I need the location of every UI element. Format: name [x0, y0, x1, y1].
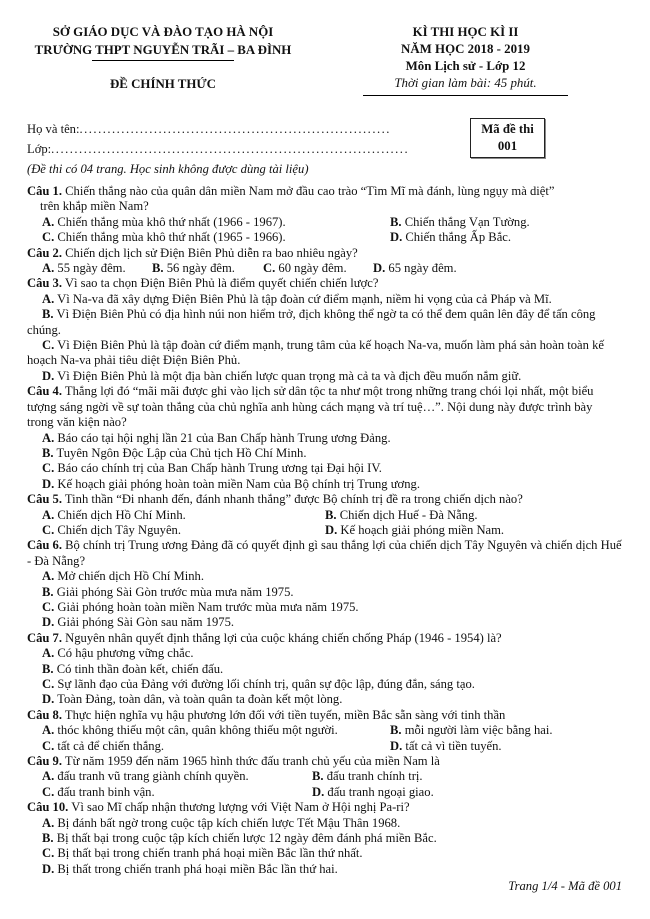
school-name-rule: [92, 60, 234, 61]
option-text: Bị thất trong chiến tranh phá hoại miền Bắc lần thứ hai.: [57, 861, 338, 876]
option-letter: B.: [152, 261, 164, 276]
option-text: Chiến dịch Tây Nguyên.: [57, 522, 181, 537]
exam-code-label: Mã đề thi: [481, 122, 534, 136]
option-letter: B.: [42, 831, 54, 846]
option-row: [42, 769, 622, 784]
answer-option: [42, 769, 312, 784]
question-text: Tinh thần “Đi nhanh đến, đánh nhanh thắng” được Bộ chính trị đề ra trong chiến dịch nào?: [64, 492, 523, 507]
option-letter: A.: [42, 569, 55, 584]
answer-option: [263, 261, 373, 276]
option-letter: A.: [42, 646, 55, 661]
question-text-line: [27, 246, 622, 261]
option-row: [42, 523, 622, 538]
question: [27, 492, 622, 538]
question: [27, 276, 622, 384]
option-text: Báo cáo tại hội nghị lần 21 của Ban Chấp hành Trung ương Đảng.: [57, 430, 391, 445]
question-number: Câu 6.: [27, 538, 62, 553]
answer-option: [27, 307, 622, 338]
option-letter: C.: [42, 738, 55, 753]
option-letter: A.: [42, 291, 55, 306]
option-text: Chiến thắng mùa khô thứ nhất (1965 - 1966).: [57, 230, 286, 245]
option-text: Vì Điện Biên Phủ có địa hình núi non hiểm trở, địch không thể ngờ ta có thể đem quân lên đây để tấn công chúng.: [27, 307, 596, 337]
answer-option: [27, 431, 622, 446]
answer-option: [27, 677, 622, 692]
answer-option: [152, 261, 263, 276]
option-text: Tuyên Ngôn Độc Lập của Chủ tịch Hồ Chí Minh.: [56, 445, 307, 460]
option-letter: A.: [42, 815, 55, 830]
answer-option: [27, 692, 622, 707]
question-number: Câu 4.: [27, 384, 62, 399]
option-letter: D.: [373, 261, 386, 276]
option-text: Chiến thắng mùa khô thứ nhất (1966 - 1967).: [57, 214, 286, 229]
question: [27, 754, 622, 800]
option-letter: A.: [42, 507, 55, 522]
answer-option: [390, 723, 622, 738]
answer-option: [42, 723, 390, 738]
question: [27, 800, 622, 877]
answer-option: [42, 230, 390, 245]
option-letter: A.: [42, 723, 55, 738]
option-letter: B.: [42, 661, 54, 676]
question-number: Câu 9.: [27, 754, 62, 769]
answer-option: [312, 785, 622, 800]
answer-option: [27, 369, 622, 384]
option-text: mỗi người làm việc bằng hai.: [404, 723, 553, 738]
option-letter: D.: [42, 476, 55, 491]
option-text: 65 ngày đêm.: [388, 261, 457, 276]
name-dotted-line: ...................................................................: [79, 122, 391, 136]
answer-option: [27, 615, 622, 630]
question-text: Chiến thắng nào của quân dân miền Nam mở đầu cao trào “Tìm Mĩ mà đánh, lùng ngụy mà diệt”: [65, 184, 555, 198]
answer-option: [42, 739, 390, 754]
page-footer: [508, 879, 622, 894]
option-text: Toàn Đảng, toàn dân, và toàn quân ta đoàn kết một lòng.: [57, 692, 343, 707]
option-text: 60 ngày đêm.: [278, 261, 347, 276]
school-year: NĂM HỌC 2018 - 2019: [401, 42, 530, 56]
answer-option: [390, 230, 622, 245]
option-text: tất cả vì tiền tuyến.: [405, 738, 502, 753]
option-letter: D.: [312, 784, 325, 799]
question-text-continuation: trên khắp miền Nam?: [40, 199, 149, 214]
option-text: Vì Điện Biên Phủ là tập đoàn cứ điểm mạnh, trung tâm của kế hoạch Na-va, muốn làm phá sản hoàn toàn kế hoạch Na-va phải tiêu diệt Điện Biên Phủ.: [27, 338, 604, 368]
option-letter: D.: [390, 230, 403, 245]
answer-option: [27, 461, 622, 476]
question-text-line: [27, 708, 622, 723]
exam-session-title: KÌ THI HỌC KÌ II: [412, 25, 519, 39]
question-number: Câu 1.: [27, 184, 62, 198]
option-letter: C.: [42, 599, 55, 614]
option-letter: C.: [42, 338, 55, 353]
option-text: Có hậu phương vững chắc.: [57, 646, 194, 661]
option-letter: B.: [42, 445, 54, 460]
option-row: [42, 508, 622, 523]
student-info: [0, 96, 650, 180]
option-row: [42, 785, 622, 800]
question: [27, 538, 622, 630]
answer-option: [42, 215, 390, 230]
answer-option: [42, 261, 152, 276]
question: [27, 246, 622, 277]
question-text-line: [27, 754, 622, 769]
option-letter: C.: [263, 261, 276, 276]
question-number: Câu 5.: [27, 492, 62, 507]
question: [27, 631, 622, 708]
answer-option: [27, 585, 622, 600]
option-letter: D.: [42, 615, 55, 630]
question-text: Vì sao ta chọn Điện Biên Phủ là điểm quyết chiến chiến lược?: [64, 276, 379, 291]
option-text: Sự lãnh đạo của Đảng với đường lối chính trị, quân sự độc lập, đúng đắn, sáng tạo.: [57, 677, 475, 691]
option-letter: D.: [42, 368, 55, 383]
option-letter: B.: [42, 584, 54, 599]
option-text: đấu tranh ngoại giao.: [327, 784, 434, 799]
option-row: [42, 739, 622, 754]
answer-option: [325, 523, 622, 538]
class-dotted-line: .............................................................................: [51, 142, 410, 156]
answer-option: [373, 261, 622, 276]
option-text: Mở chiến dịch Hồ Chí Minh.: [57, 569, 204, 584]
question-text-line: [27, 800, 622, 815]
question-text: Chiến dịch lịch sử Điện Biên Phủ diễn ra bao nhiêu ngày?: [65, 245, 358, 260]
answer-option: [42, 508, 325, 523]
option-letter: C.: [42, 677, 55, 691]
answer-option: [42, 785, 312, 800]
option-letter: B.: [390, 214, 402, 229]
option-letter: B.: [312, 769, 324, 784]
exam-type-label: ĐỀ CHÍNH THỨC: [109, 77, 216, 91]
option-letter: C.: [42, 784, 55, 799]
option-letter: C.: [42, 846, 55, 861]
answer-option: [27, 816, 622, 831]
name-label: Họ và tên:: [27, 122, 80, 136]
question-number: Câu 3.: [27, 276, 62, 291]
exam-code-box: [470, 118, 545, 158]
option-text: Kế hoạch giải phóng miền Nam.: [340, 522, 505, 537]
answer-option: [27, 646, 622, 661]
option-text: Giải phóng Sài Gòn trước mùa mưa năm 1975.: [56, 584, 294, 599]
question-number: Câu 8.: [27, 707, 62, 722]
question-text: Thắng lợi đó “mãi mãi được ghi vào lịch sử dân tộc ta như một trong những trang chói lọi nhất, một biểu tượng sáng ngời về sự toàn thắng của chủ nghĩa anh hùng cách mạng và trí tuệ…”. Nội dung này được trình bày trong văn kiện nào?: [27, 384, 594, 430]
question-text-line: [27, 276, 622, 291]
question: [27, 708, 622, 754]
option-text: Vì Điện Biên Phủ là một địa bàn chiến lược quan trọng mà cả ta và địch đều muốn nắm giữ.: [57, 368, 522, 383]
question-text: Thực hiện nghĩa vụ hậu phương lớn đối với tiền tuyến, miền Bắc sẵn sàng với tinh thần: [64, 707, 506, 722]
option-letter: B.: [42, 307, 54, 322]
exam-code-value: 001: [497, 139, 518, 153]
option-text: Vì Na-va đã xây dựng Điện Biên Phủ là tập đoàn cứ điểm mạnh, niềm hi vọng của cả Pháp và Mĩ.: [57, 291, 552, 306]
question: [27, 384, 622, 492]
issuing-department: SỞ GIÁO DỤC VÀ ĐÀO TẠO HÀ NỘI: [52, 25, 274, 39]
option-text: Giải phóng Sài Gòn sau năm 1975.: [57, 615, 235, 630]
answer-option: [27, 446, 622, 461]
school-name: TRƯỜNG THPT NGUYỄN TRÃI – BA ĐÌNH: [34, 42, 292, 57]
option-letter: D.: [42, 692, 55, 707]
option-text: Chiến dịch Hồ Chí Minh.: [57, 507, 186, 522]
option-text: Bị thất bại trong cuộc tập kích chiến lược 12 ngày đêm đánh phá miền Bắc.: [56, 831, 437, 846]
page-number: Trang 1/4 - Mã đề 001: [508, 879, 622, 893]
question-text: Từ năm 1959 đến năm 1965 hình thức đấu tranh chủ yếu của miền Nam là: [64, 754, 440, 769]
question-text-line: [27, 384, 622, 430]
option-row: [42, 723, 622, 738]
option-text: Chiến dịch Huế - Đà Nẵng.: [339, 507, 478, 522]
header-gap: [299, 24, 363, 96]
class-label: Lớp:: [27, 142, 52, 156]
option-text: Bị thất bại trong chiến tranh phá hoại miền Bắc lần thứ nhất.: [57, 846, 363, 861]
option-letter: B.: [325, 507, 337, 522]
header-right-block: [363, 24, 568, 96]
option-row: [42, 230, 622, 245]
exam-note: (Đề thi có 04 trang. Học sinh không được dùng tài liệu): [27, 162, 309, 176]
option-text: Báo cáo chính trị của Ban Chấp hành Trung ương tại Đại hội IV.: [57, 461, 382, 476]
option-letter: A.: [42, 430, 55, 445]
option-text: Bị đánh bất ngờ trong cuộc tập kích chiến lược Tết Mậu Thân 1968.: [57, 815, 401, 830]
question-text: Vì sao Mĩ chấp nhận thương lượng với Việt Nam ở Hội nghị Pa-ri?: [71, 800, 410, 815]
exam-header: [0, 0, 650, 96]
option-letter: A.: [42, 261, 55, 276]
answer-option: [27, 600, 622, 615]
answer-option: [390, 215, 622, 230]
answer-option: [390, 739, 622, 754]
answer-option: [325, 508, 622, 523]
option-letter: C.: [42, 522, 55, 537]
option-row: [42, 261, 622, 276]
question-text-line: [27, 492, 622, 507]
option-text: đấu tranh vũ trang giành chính quyền.: [57, 769, 249, 784]
exam-duration: Thời gian làm bài: 45 phút.: [394, 76, 537, 90]
answer-option: [27, 477, 622, 492]
question-number: Câu 10.: [27, 800, 69, 815]
question-number: Câu 7.: [27, 630, 62, 645]
questions: [0, 180, 650, 877]
question-text-line: [27, 184, 622, 199]
subject-grade: Môn Lịch sử - Lớp 12: [405, 59, 526, 73]
question-text: Bộ chính trị Trung ương Đảng đã có quyết định gì sau thắng lợi của chiến dịch Tây Nguyên và chiến dịch Huế - Đà Nẵng?: [27, 538, 622, 568]
option-text: Chiến thắng Vạn Tường.: [404, 214, 530, 229]
option-letter: D.: [42, 861, 55, 876]
answer-option: [27, 831, 622, 846]
answer-option: [27, 569, 622, 584]
option-text: Kế hoạch giải phóng hoàn toàn miền Nam của Bộ chính trị Trung ương.: [57, 476, 420, 491]
answer-option: [27, 662, 622, 677]
option-text: 56 ngày đêm.: [166, 261, 235, 276]
question-number: Câu 2.: [27, 245, 62, 260]
option-letter: A.: [42, 214, 55, 229]
question: [27, 184, 622, 246]
answer-option: [27, 846, 622, 861]
option-letter: D.: [390, 738, 403, 753]
option-text: Chiến thắng Ấp Bắc.: [405, 230, 512, 245]
option-letter: D.: [325, 522, 338, 537]
option-row: [42, 215, 622, 230]
question-text: Nguyên nhân quyết định thắng lợi của cuộc kháng chiến chống Pháp (1946 - 1954) là?: [65, 630, 502, 645]
header-left-block: [27, 24, 299, 96]
answer-option: [42, 523, 325, 538]
option-text: thóc không thiếu một cân, quân không thiếu một người.: [57, 723, 338, 738]
option-text: Giải phóng hoàn toàn miền Nam trước mùa mưa năm 1975.: [57, 599, 359, 614]
option-text: 55 ngày đêm.: [57, 261, 126, 276]
option-letter: C.: [42, 461, 55, 476]
option-text: tất cả để chiến thắng.: [57, 738, 165, 753]
option-letter: C.: [42, 230, 55, 245]
answer-option: [27, 862, 622, 877]
answer-option: [27, 292, 622, 307]
option-text: đấu tranh chính trị.: [326, 769, 423, 784]
option-text: Có tinh thần đoàn kết, chiến đấu.: [56, 661, 224, 676]
question-text-line: [27, 631, 622, 646]
question-text-line: [27, 538, 622, 569]
option-letter: B.: [390, 723, 402, 738]
option-text: đấu tranh binh vận.: [57, 784, 155, 799]
option-letter: A.: [42, 769, 55, 784]
answer-option: [312, 769, 622, 784]
answer-option: [27, 338, 622, 369]
